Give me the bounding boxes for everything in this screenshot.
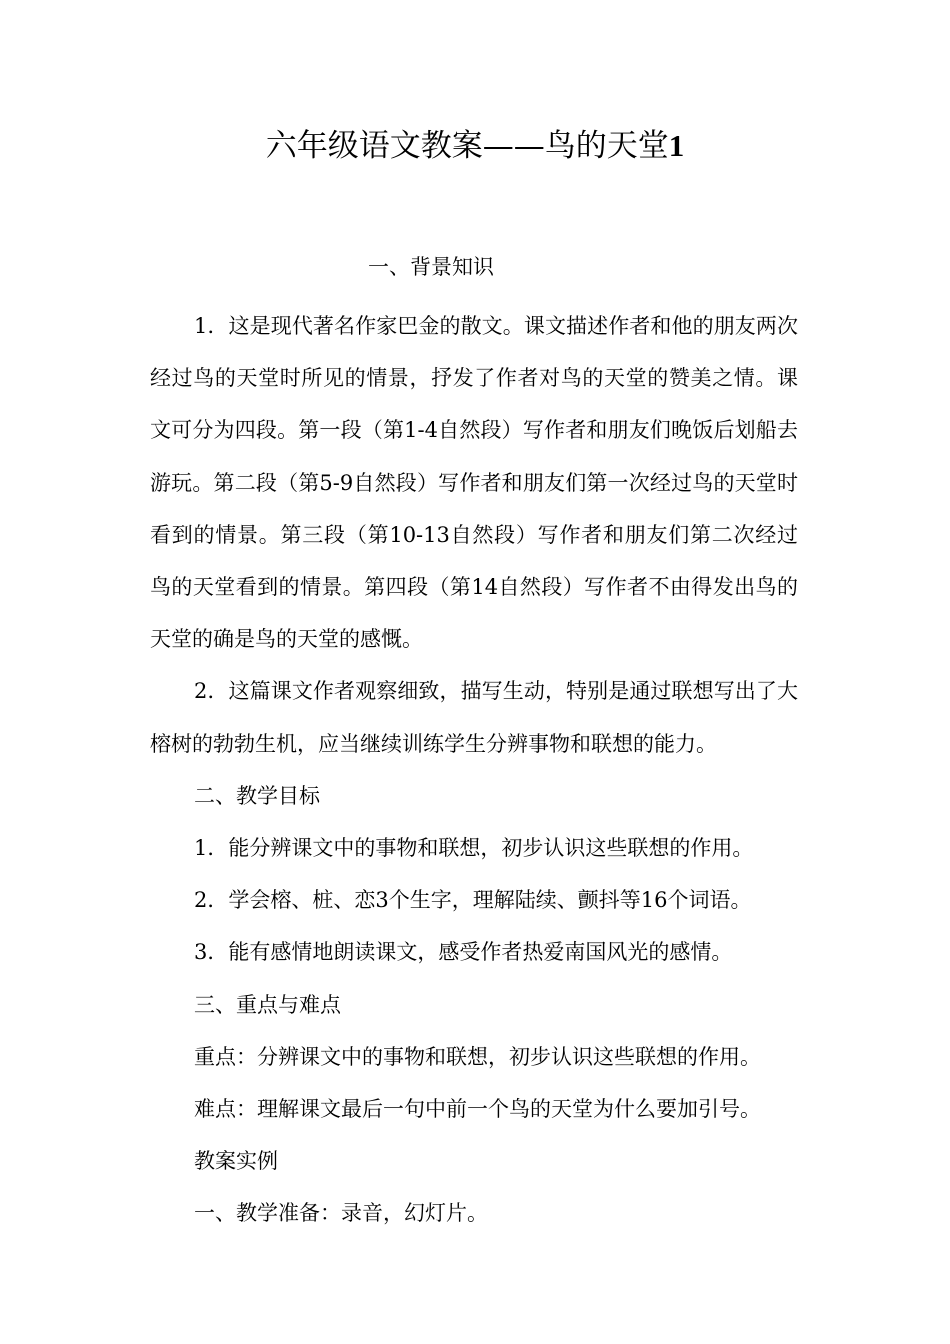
section-heading-background: 一、背景知识 [368, 255, 494, 279]
title-text: 六年级语文教案——鸟的天堂 [265, 128, 669, 164]
document-body [150, 300, 798, 1240]
background-paragraph-2: 2．这篇课文作者观察细致，描写生动，特别是通过联想写出了大榕树的勃勃生机，应当继续训练学生分辨事物和联想的能力。 [150, 679, 798, 756]
key-point-text: 重点：分辨课文中的事物和联想，初步认识这些联想的作用。 [194, 1044, 761, 1069]
section-heading-goals: 二、教学目标 [194, 783, 320, 808]
goal-item: 1．能分辨课文中的事物和联想，初步认识这些联想的作用。 [194, 836, 754, 861]
example-heading: 教案实例 [194, 1149, 278, 1174]
preparation-text: 一、教学准备：录音，幻灯片。 [194, 1201, 488, 1226]
section-heading-key-points: 三、重点与难点 [194, 992, 341, 1017]
goal-item: 2．学会榕、桩、恋3个生字，理解陆续、颤抖等16个词语。 [194, 888, 752, 913]
goal-item: 3．能有感情地朗读课文，感受作者热爱南国风光的感情。 [194, 940, 733, 965]
difficulty-text: 难点：理解课文最后一句中前一个鸟的天堂为什么要加引号。 [194, 1097, 761, 1122]
background-paragraph-1: 1．这是现代著名作家巴金的散文。课文描述作者和他的朋友两次经过鸟的天堂时所见的情景，抒发了作者对鸟的天堂的赞美之情。课文可分为四段。第一段（第1-4自然段）写作者和朋友们晚饭后划船去游玩。第二段（第5-9自然段）写作者和朋友们第一次经过鸟的天堂时看到的情景。第三段（第10-13自然段）写作者和朋友们第二次经过鸟的天堂看到的情景。第四段（第14自然段）写作者不由得发出鸟的天堂的确是鸟的天堂的感慨。 [150, 314, 798, 652]
document-title [0, 124, 950, 168]
title-number: 1 [668, 128, 685, 163]
